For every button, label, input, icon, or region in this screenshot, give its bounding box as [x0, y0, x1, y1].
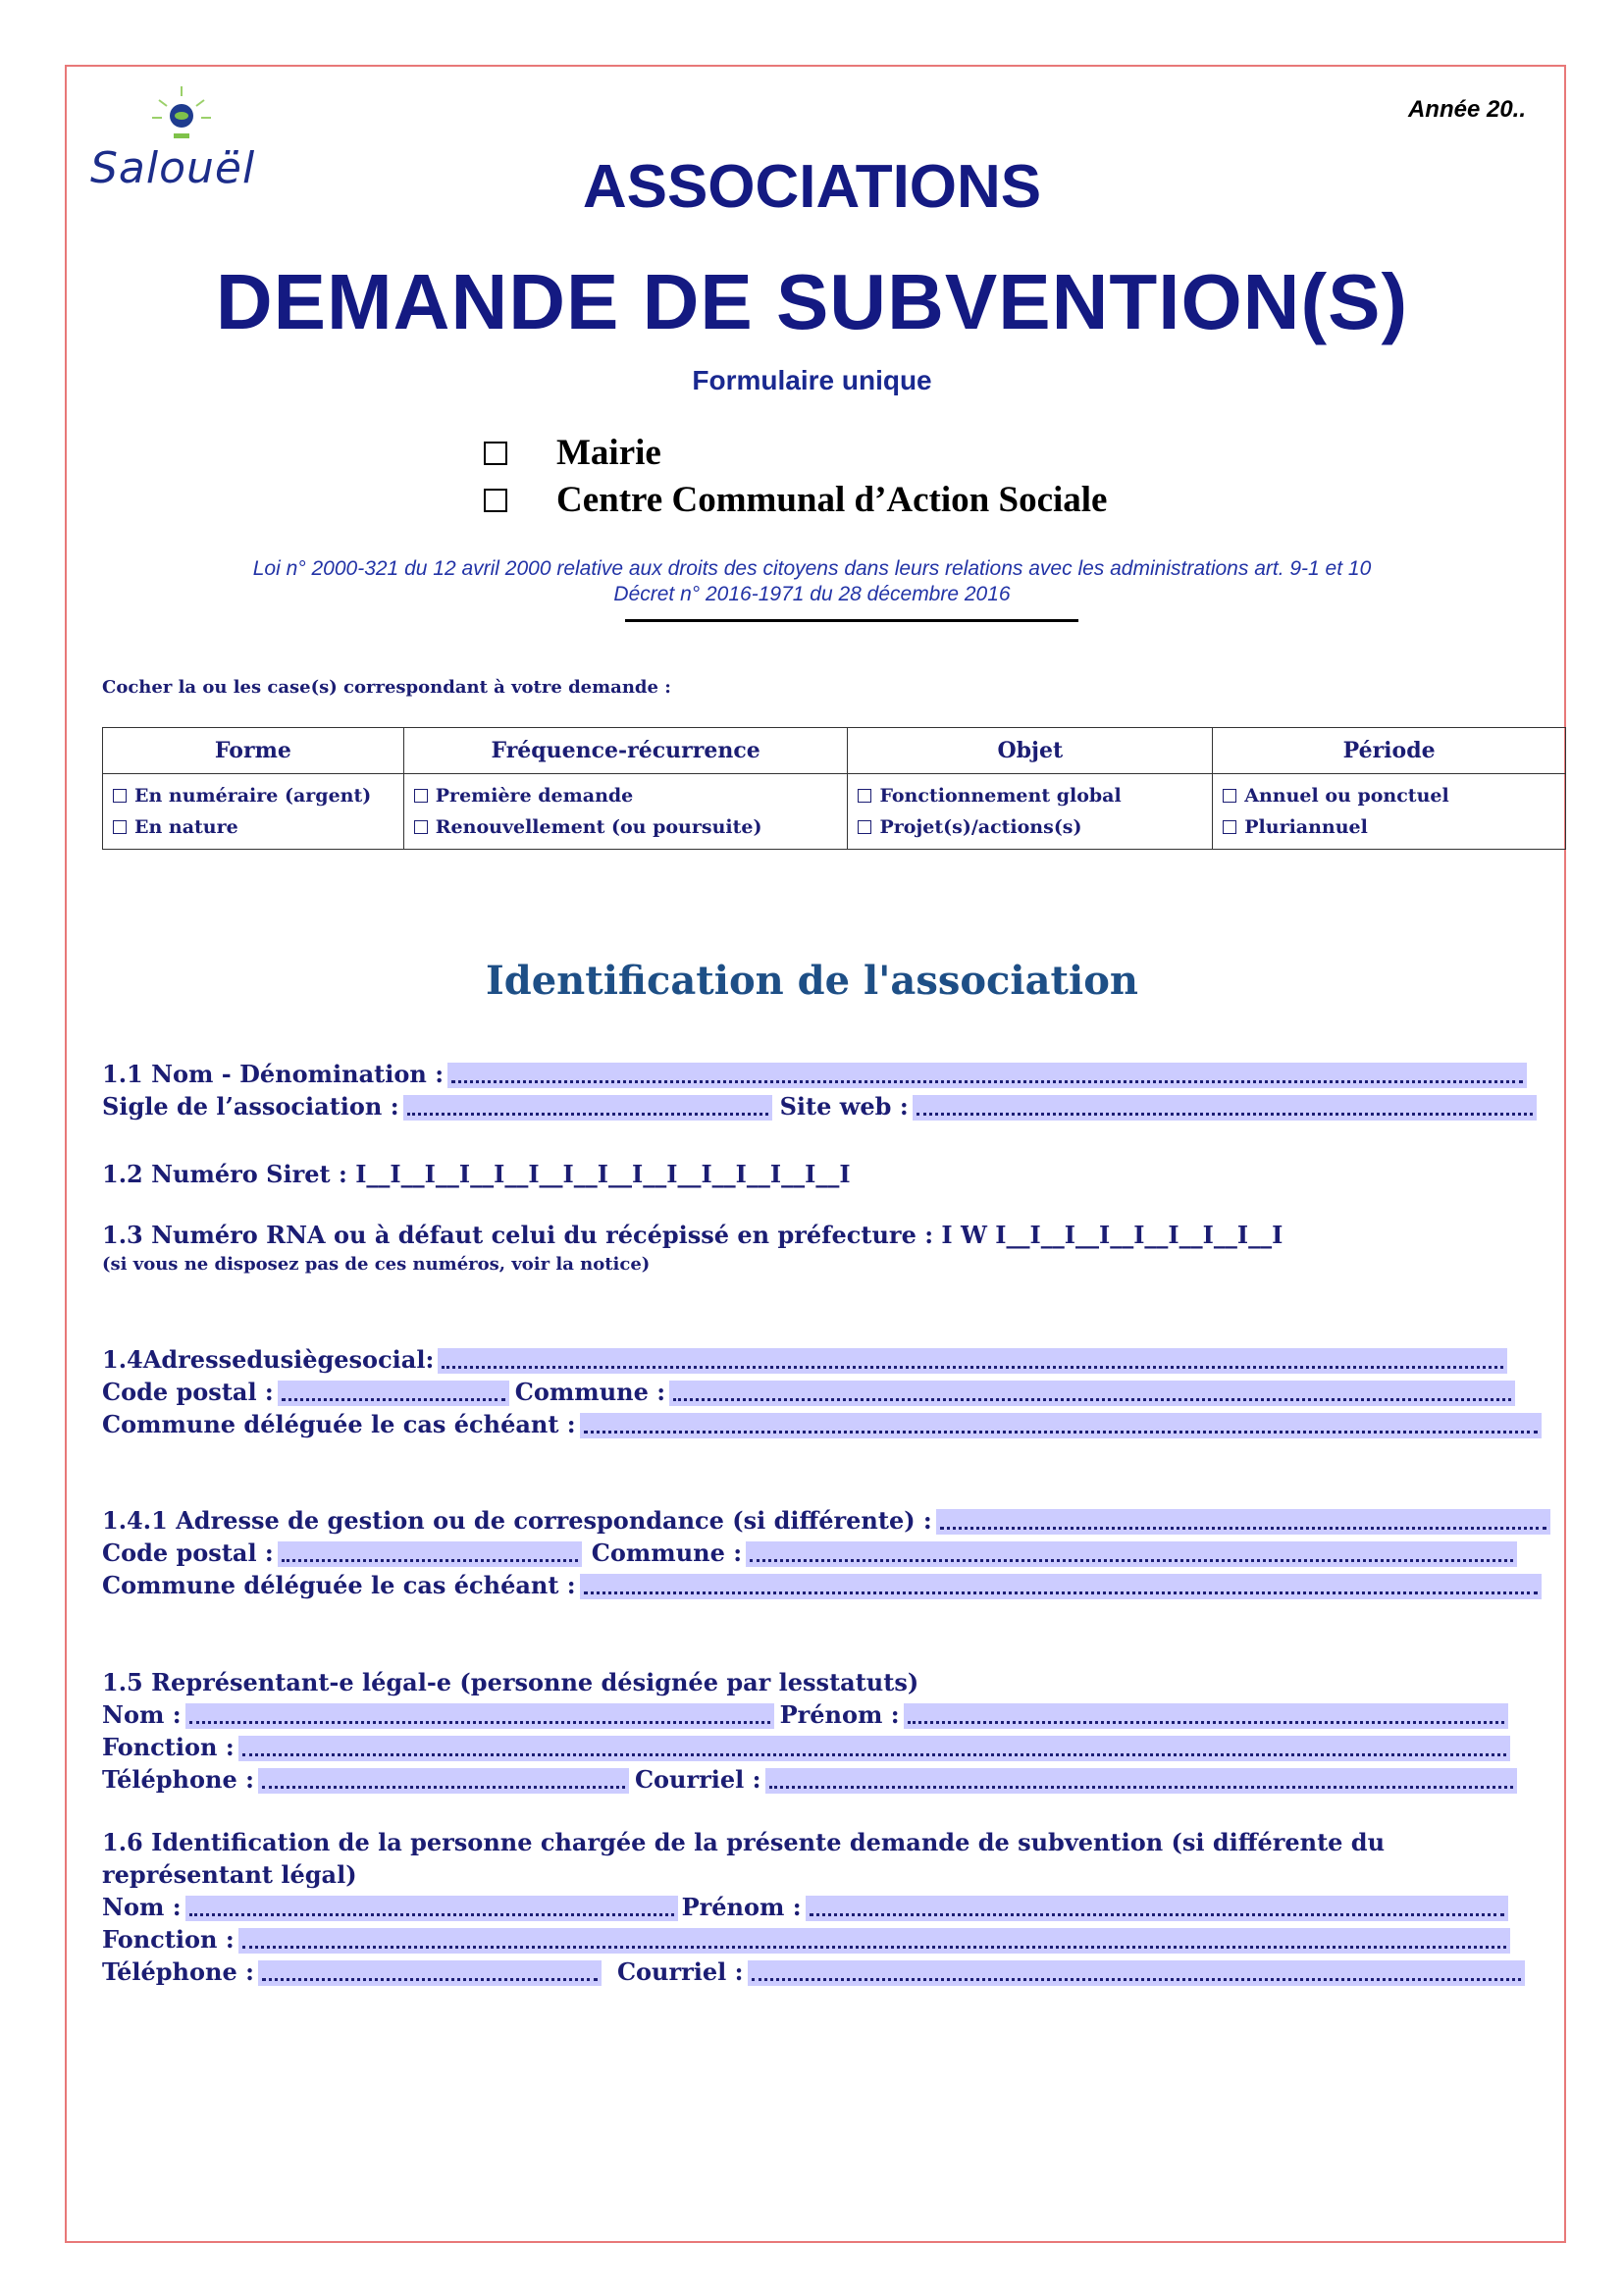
title-demande: DEMANDE DE SUBVENTION(S) — [215, 258, 1409, 345]
table-header: Période — [1213, 728, 1566, 774]
option-renouvellement[interactable] — [414, 811, 838, 843]
field-label: Sigle de l’association : — [102, 1092, 399, 1121]
code-postal-input[interactable] — [278, 1541, 582, 1567]
field-row-commune-deleguee — [102, 1410, 1545, 1438]
section-title: Identification de l'association — [486, 958, 1138, 1004]
rep-prenom-input[interactable] — [904, 1703, 1508, 1729]
field-label: Courriel : — [616, 1957, 744, 1986]
field-row-code-postal-gestion — [102, 1539, 1521, 1567]
year-label: Année 20.. — [1407, 96, 1526, 123]
loi-line-1: Loi n° 2000-321 du 12 avril 2000 relative aux droits des citoyens dans leurs relations avec les administrations art. 9-1 et 10 — [252, 557, 1372, 580]
option-label: En numéraire (argent) — [134, 785, 372, 807]
field-label: Prénom : — [779, 1700, 900, 1729]
commune-deleguee-input[interactable] — [580, 1574, 1542, 1599]
option-label: En nature — [134, 816, 238, 838]
field-row-nom — [102, 1060, 1531, 1088]
field-label: Nom : — [102, 1893, 182, 1921]
loi-line-2: Décret n° 2016-1971 du 28 décembre 2016 — [613, 583, 1011, 605]
option-pluriannuel[interactable] — [1223, 811, 1555, 843]
title-associations: ASSOCIATIONS — [582, 153, 1042, 221]
field-row-rep-telephone — [102, 1765, 1521, 1794]
table-cell — [1213, 774, 1566, 850]
field-row-adresse-siege — [102, 1345, 1511, 1374]
field-label: Fonction : — [102, 1733, 235, 1761]
rep-fonction-input[interactable] — [238, 1736, 1510, 1761]
nom-input[interactable] — [447, 1063, 1527, 1088]
field-label: Fonction : — [102, 1925, 235, 1954]
instruction-text: Cocher la ou les case(s) correspondant à votre demande : — [102, 677, 671, 698]
subtitle-formulaire: Formulaire unique — [692, 365, 932, 395]
option-label: Fonctionnement global — [879, 785, 1122, 807]
table-cell — [403, 774, 848, 850]
choice-ccas[interactable] — [484, 479, 1107, 521]
field-label: 1.4.1 Adresse de gestion ou de correspondance (si différente) : — [102, 1506, 932, 1535]
option-label: Pluriannuel — [1244, 816, 1368, 838]
field-label: Nom : — [102, 1700, 182, 1729]
checkbox-icon[interactable] — [484, 489, 507, 512]
table-cell — [103, 774, 404, 850]
adresse-gestion-input[interactable] — [936, 1509, 1550, 1535]
option-fonctionnement[interactable] — [858, 780, 1202, 811]
id-prenom-input[interactable] — [806, 1896, 1508, 1921]
option-label: Renouvellement (ou poursuite) — [435, 816, 762, 838]
field-row-code-postal — [102, 1378, 1519, 1406]
option-projets[interactable] — [858, 811, 1202, 843]
field-row-id-fonction — [102, 1925, 1514, 1954]
option-label: Première demande — [435, 785, 634, 807]
field-label: Code postal : — [102, 1378, 274, 1406]
field-label: Téléphone : — [102, 1765, 254, 1794]
sigle-input[interactable] — [403, 1095, 772, 1121]
choice-label: Mairie — [556, 433, 661, 473]
field-label: Téléphone : — [102, 1957, 254, 1986]
checkbox-icon[interactable] — [113, 820, 127, 834]
checkbox-icon[interactable] — [1223, 820, 1236, 834]
field-label: 1.4Adressedusiègesocial: — [102, 1345, 435, 1374]
field-label: Prénom : — [681, 1893, 802, 1921]
divider — [625, 619, 1078, 622]
checkbox-icon[interactable] — [414, 789, 428, 803]
field-row-id-nom — [102, 1893, 1512, 1921]
id-fonction-input[interactable] — [238, 1928, 1510, 1954]
choice-label: Centre Communal d’Action Sociale — [556, 480, 1108, 520]
option-label: Projet(s)/actions(s) — [879, 816, 1082, 838]
checkbox-icon[interactable] — [113, 789, 127, 803]
id-nom-input[interactable] — [185, 1896, 678, 1921]
site-web-input[interactable] — [913, 1095, 1537, 1121]
field-label: Site web : — [779, 1092, 909, 1121]
field-row-id-telephone — [102, 1957, 1529, 1986]
rna-note: (si vous ne disposez pas de ces numéros, voir la notice) — [102, 1254, 651, 1275]
field-row-rep-nom — [102, 1700, 1512, 1729]
id-courriel-input[interactable] — [748, 1960, 1525, 1986]
request-type-table — [102, 727, 1566, 850]
field-row-commune-deleguee-gestion — [102, 1571, 1545, 1599]
table-header: Objet — [848, 728, 1213, 774]
representant-heading: 1.5 Représentant-e légal-e (personne désignée par lesstatuts) — [102, 1668, 919, 1696]
logo-icon — [147, 80, 216, 149]
checkbox-icon[interactable] — [858, 789, 871, 803]
option-numeraire[interactable] — [113, 780, 393, 811]
logo-text: Salouël — [90, 143, 256, 193]
checkbox-icon[interactable] — [1223, 789, 1236, 803]
checkbox-icon[interactable] — [858, 820, 871, 834]
rep-telephone-input[interactable] — [258, 1768, 629, 1794]
option-premiere-demande[interactable] — [414, 780, 838, 811]
option-nature[interactable] — [113, 811, 393, 843]
rep-courriel-input[interactable] — [765, 1768, 1517, 1794]
table-header: Forme — [103, 728, 404, 774]
field-label: 1.1 Nom - Dénomination : — [102, 1060, 445, 1088]
field-label: Commune : — [514, 1378, 666, 1406]
field-label: Courriel : — [634, 1765, 761, 1794]
field-label: Commune : — [591, 1539, 743, 1567]
option-label: Annuel ou ponctuel — [1244, 785, 1449, 807]
field-row-sigle — [102, 1092, 1541, 1121]
checkbox-icon[interactable] — [484, 442, 507, 465]
commune-input[interactable] — [669, 1381, 1515, 1406]
rep-nom-input[interactable] — [185, 1703, 774, 1729]
table-cell — [848, 774, 1213, 850]
commune-input[interactable] — [746, 1541, 1517, 1567]
identification-heading-1: 1.6 Identification de la personne chargée de la présente demande de subvention (si différente du — [102, 1828, 1386, 1856]
table-header: Fréquence-récurrence — [403, 728, 848, 774]
choice-mairie[interactable] — [484, 432, 661, 474]
siret-field[interactable]: 1.2 Numéro Siret : I__I__I__I__I__I__I__I__I__I__I__I__I__I__I — [102, 1160, 851, 1188]
option-annuel[interactable] — [1223, 780, 1555, 811]
field-row-adresse-gestion — [102, 1506, 1554, 1535]
checkbox-icon[interactable] — [414, 820, 428, 834]
rna-field[interactable]: 1.3 Numéro RNA ou à défaut celui du récépissé en préfecture : I W I__I__I__I__I__I__I__I__I — [102, 1221, 1283, 1249]
code-postal-input[interactable] — [278, 1381, 509, 1406]
commune-deleguee-input[interactable] — [580, 1413, 1542, 1438]
adresse-siege-input[interactable] — [438, 1348, 1507, 1374]
field-label: Commune déléguée le cas échéant : — [102, 1410, 576, 1438]
field-label: Commune déléguée le cas échéant : — [102, 1571, 576, 1599]
field-label: Code postal : — [102, 1539, 274, 1567]
identification-heading-2: représentant légal) — [102, 1860, 357, 1889]
field-row-rep-fonction — [102, 1733, 1514, 1761]
id-telephone-input[interactable] — [258, 1960, 602, 1986]
